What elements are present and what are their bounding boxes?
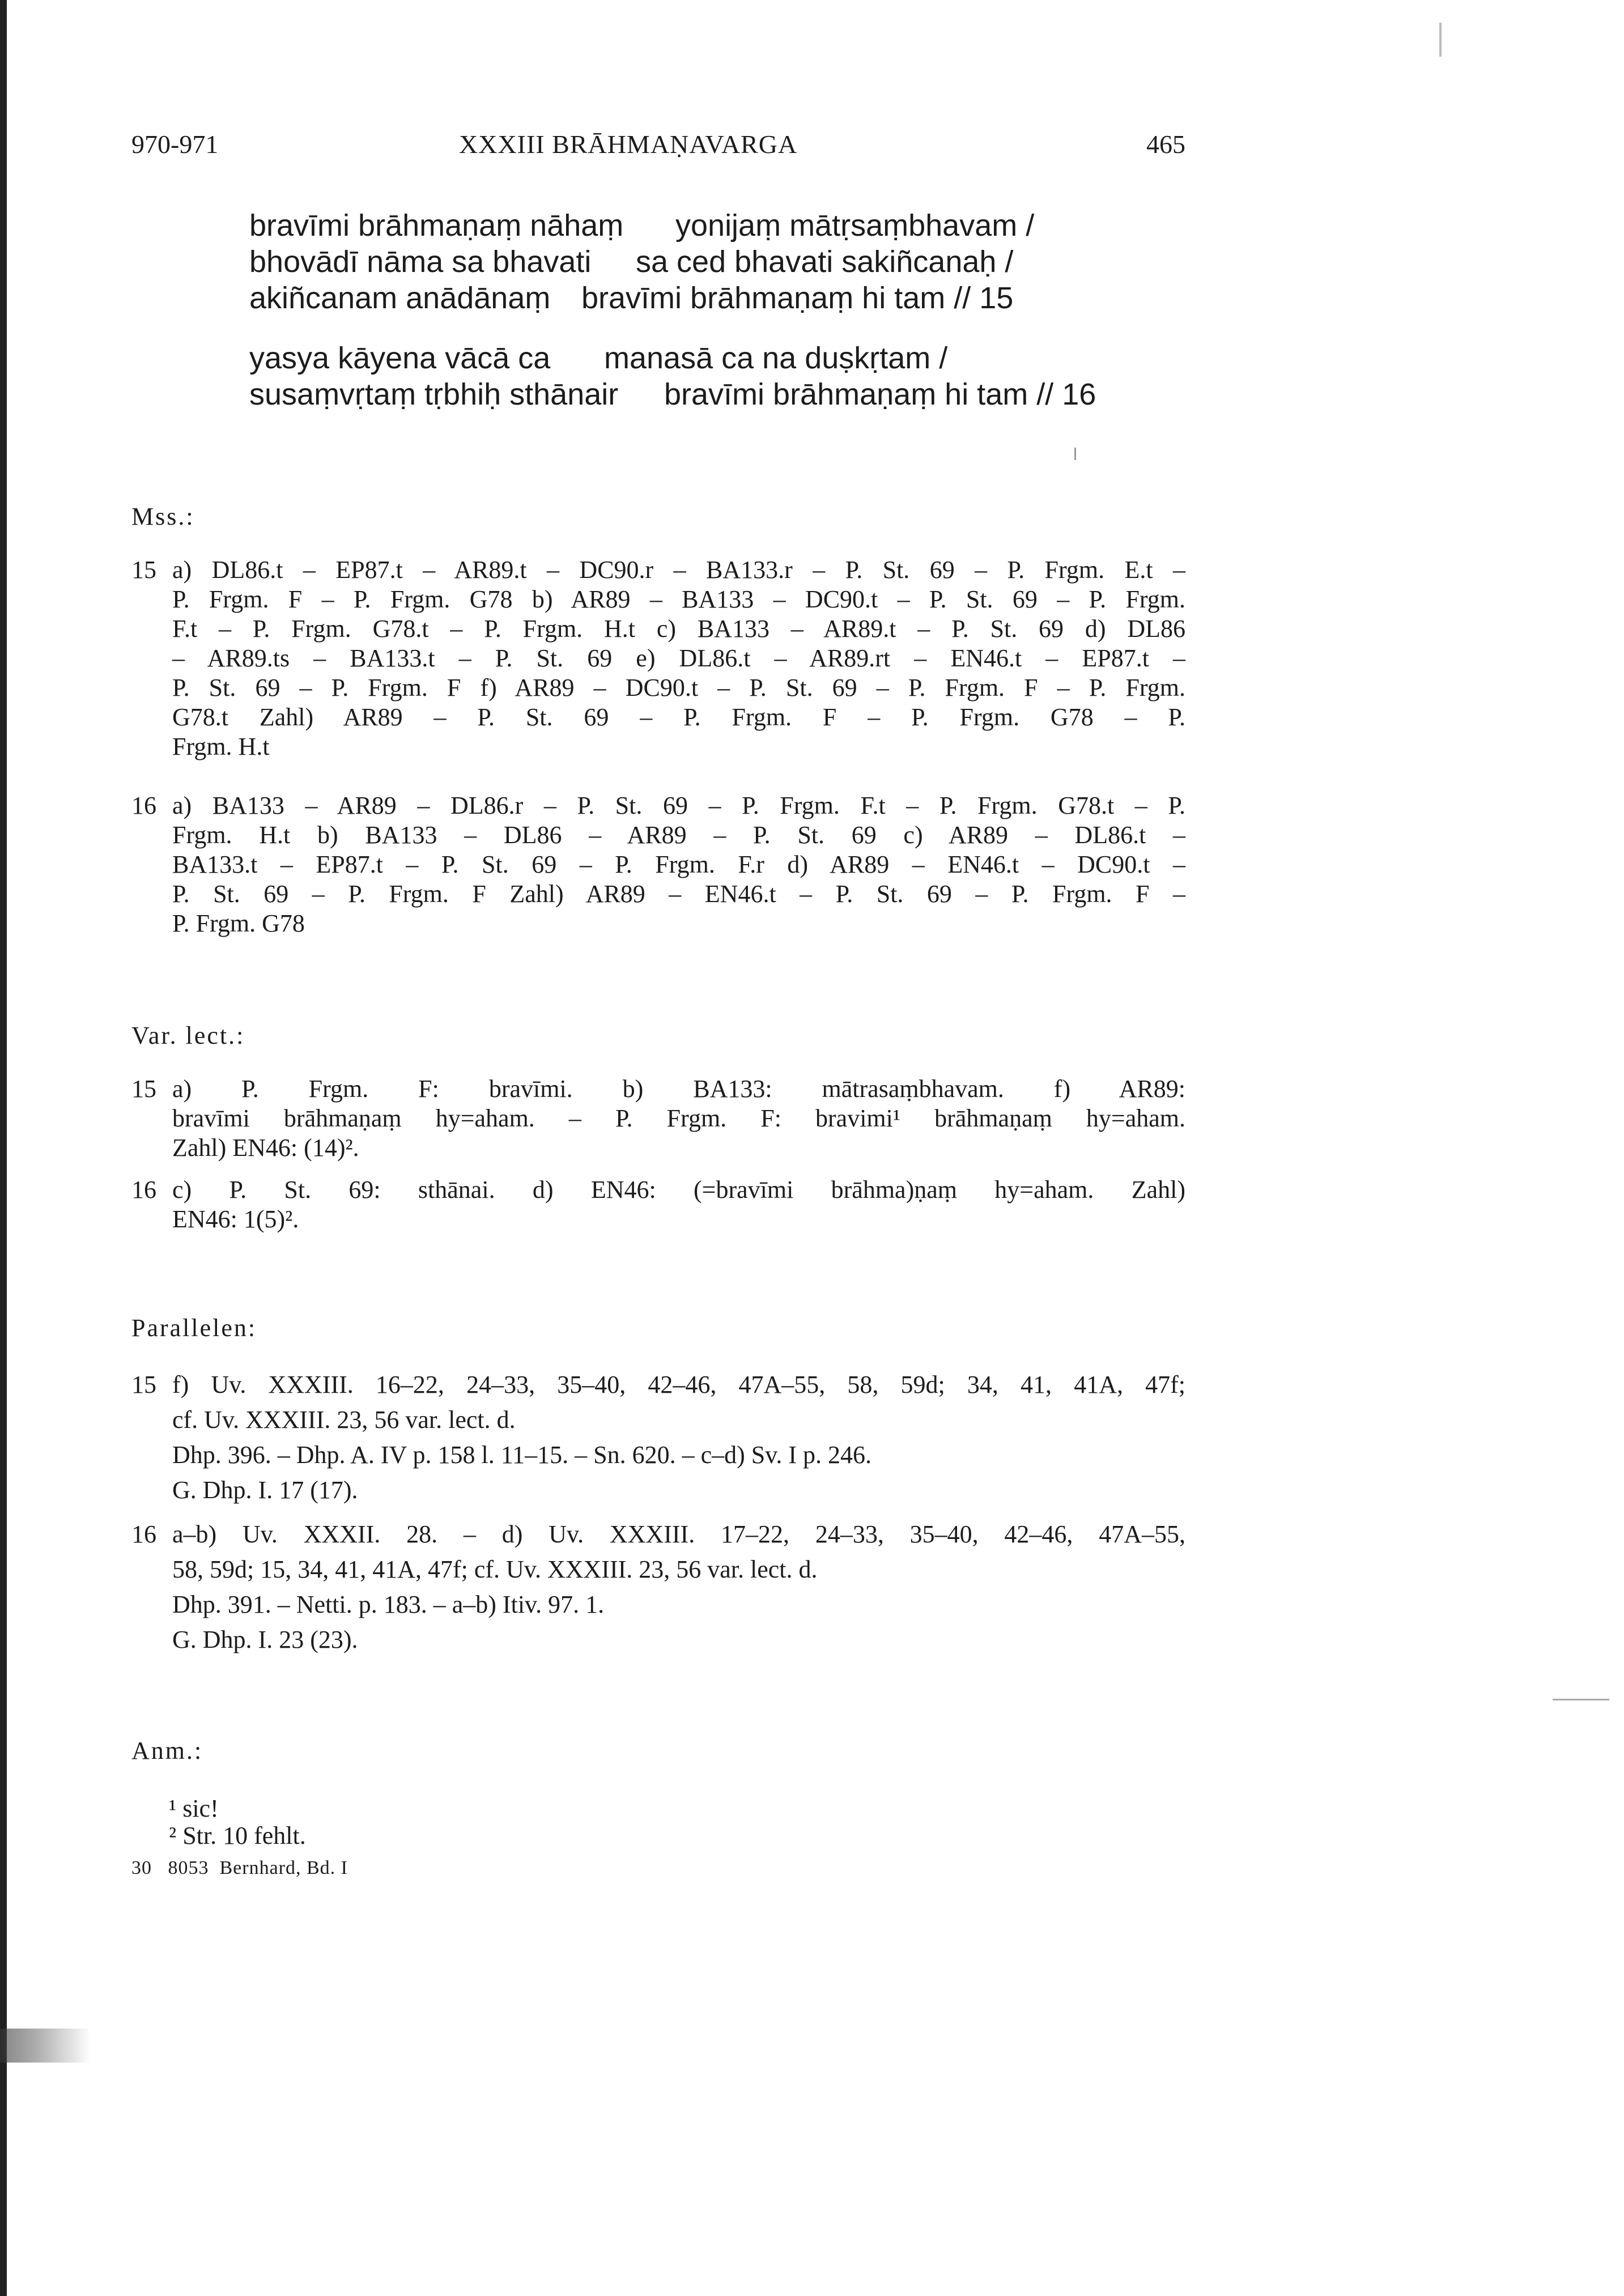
entry-body (172, 555, 1185, 762)
chapter-title: XXXIII BRĀHMAṆAVARGA (459, 130, 798, 159)
entry-line: BA133.t – EP87.t – P. St. 69 – P. Frgm. F.r d) AR89 – EN46.t – DC90.t – (172, 851, 1185, 878)
verse-pada-b: yonijaṃ mātṛsaṃbhavam / (675, 209, 1035, 243)
entry-line: G78.t Zahl) AR89 – P. St. 69 – P. Frgm. F – P. Frgm. G78 – P. (172, 703, 1185, 731)
entry-number: 16 (131, 792, 156, 819)
entry-line: a) DL86.t – EP87.t – AR89.t – DC90.r – BA133.r – P. St. 69 – P. Frgm. E.t – (172, 556, 1185, 584)
entry-number: 16 (131, 1520, 156, 1548)
entry-line: a) BA133 – AR89 – DL86.r – P. St. 69 – P. Frgm. F.t – P. Frgm. G78.t – P. (172, 792, 1185, 819)
verse-pada-b: manasā ca na duṣkṛtam / (604, 341, 948, 375)
scan-fleck (1074, 448, 1076, 460)
entry-line: f) Uv. XXXIII. 16–22, 24–33, 35–40, 42–46, 47A–55, 58, 59d; 34, 41, 41A, 47f; (172, 1371, 1185, 1398)
verse-line (249, 280, 1190, 316)
footnotes (169, 1795, 306, 1849)
entry-line: Dhp. 396. – Dhp. A. IV p. 158 l. 11–15. – Sn. 620. – c–d) Sv. I p. 246. (172, 1441, 872, 1469)
entry-line: G. Dhp. I. 17 (17). (172, 1476, 358, 1504)
verse-pada-a: susaṃvṛtaṃ tṛbhiḥ sthānair (249, 377, 619, 411)
running-header (131, 129, 1185, 175)
scan-smudge (0, 2029, 91, 2063)
verse-line (249, 376, 1190, 413)
entry-line: – AR89.ts – BA133.t – P. St. 69 e) DL86.t – AR89.rt – EN46.t – EP87.t – (172, 644, 1185, 672)
anm-label: Anm.: (131, 1737, 203, 1764)
verse-15 (249, 207, 1190, 316)
entry-line: Dhp. 391. – Netti. p. 183. – a–b) Itiv. 97. 1. (172, 1591, 605, 1618)
verse-pada-a: yasya kāyena vācā ca (249, 341, 551, 375)
entry-line: a–b) Uv. XXXII. 28. – d) Uv. XXXIII. 17–22, 24–33, 35–40, 42–46, 47A–55, (172, 1520, 1185, 1548)
verse-pada-a: bravīmi brāhmaṇaṃ nāhaṃ (249, 209, 624, 243)
printer-imprint: 30 8053 Bernhard, Bd. I (131, 1857, 348, 1878)
verse-pada-b: bravīmi brāhmaṇaṃ hi tam // 15 (581, 281, 1014, 315)
entry-line: P. Frgm. G78 (172, 909, 305, 937)
entry-body (172, 1074, 1185, 1163)
entry-line: 58, 59d; 15, 34, 41, 41A, 47f; cf. Uv. XXXIII. 23, 56 var. lect. d. (172, 1555, 818, 1583)
entry-line: P. St. 69 – P. Frgm. F f) AR89 – DC90.t – P. St. 69 – P. Frgm. F – P. Frgm. (172, 674, 1185, 701)
entry-number: 15 (131, 1075, 156, 1103)
parallels-label: Parallelen: (131, 1314, 257, 1342)
page-range: 970-971 (131, 130, 219, 159)
varlect-label: Var. lect.: (131, 1022, 245, 1049)
page-edge (0, 0, 7, 2296)
entry-line: c) P. St. 69: sthānai. d) EN46: (=bravīmi brāhma)ṇaṃ hy=aham. Zahl) (172, 1176, 1185, 1204)
entry-number: 15 (131, 1371, 156, 1398)
entry-line: Zahl) EN46: (14)². (172, 1134, 359, 1162)
entry-body (172, 1520, 1185, 1660)
verse-pada-b: bravīmi brāhmaṇaṃ hi tam // 16 (664, 377, 1096, 411)
page-number: 465 (1146, 130, 1185, 159)
entry-body (172, 1370, 1185, 1511)
entry-line: F.t – P. Frgm. G78.t – P. Frgm. H.t c) BA133 – AR89.t – P. St. 69 d) DL86 (172, 615, 1185, 643)
entry-line: G. Dhp. I. 23 (23). (172, 1626, 358, 1653)
entry-body (172, 791, 1185, 938)
entry-line: P. Frgm. F – P. Frgm. G78 b) AR89 – BA133 – DC90.t – P. St. 69 – P. Frgm. (172, 585, 1185, 613)
verse-pada-a: akiñcanam anādānaṃ (249, 281, 551, 315)
entry-line: Frgm. H.t (172, 733, 270, 760)
verse-line (249, 207, 1190, 244)
verse-16 (249, 340, 1190, 413)
verse-line (249, 340, 1190, 376)
entry-line: EN46: 1(5)². (172, 1205, 299, 1233)
verse-pada-b: sa ced bhavati sakiñcanaḥ / (636, 245, 1014, 279)
scan-fleck (1439, 23, 1442, 57)
entry-number: 15 (131, 556, 156, 584)
entry-line: a) P. Frgm. F: bravīmi. b) BA133: mātrasaṃbhavam. f) AR89: (172, 1075, 1185, 1103)
entry-line: bravīmi brāhmaṇaṃ hy=aham. – P. Frgm. F: bravimi¹ brāhmaṇaṃ hy=aham. (172, 1104, 1185, 1132)
entry-line: P. St. 69 – P. Frgm. F Zahl) AR89 – EN46.t – P. St. 69 – P. Frgm. F – (172, 880, 1185, 908)
entry-body (172, 1175, 1185, 1234)
entry-line: Frgm. H.t b) BA133 – DL86 – AR89 – P. St. 69 c) AR89 – DL86.t – (172, 821, 1185, 849)
verse-pada-a: bhovādī nāma sa bhavati (249, 245, 592, 279)
mss-label: Mss.: (131, 503, 195, 530)
footnote: ² Str. 10 fehlt. (169, 1822, 306, 1849)
verse-line (249, 244, 1190, 280)
scan-fleck (1553, 1699, 1609, 1700)
footnote: ¹ sic! (169, 1795, 219, 1822)
entry-line: cf. Uv. XXXIII. 23, 56 var. lect. d. (172, 1406, 516, 1434)
entry-number: 16 (131, 1176, 156, 1204)
